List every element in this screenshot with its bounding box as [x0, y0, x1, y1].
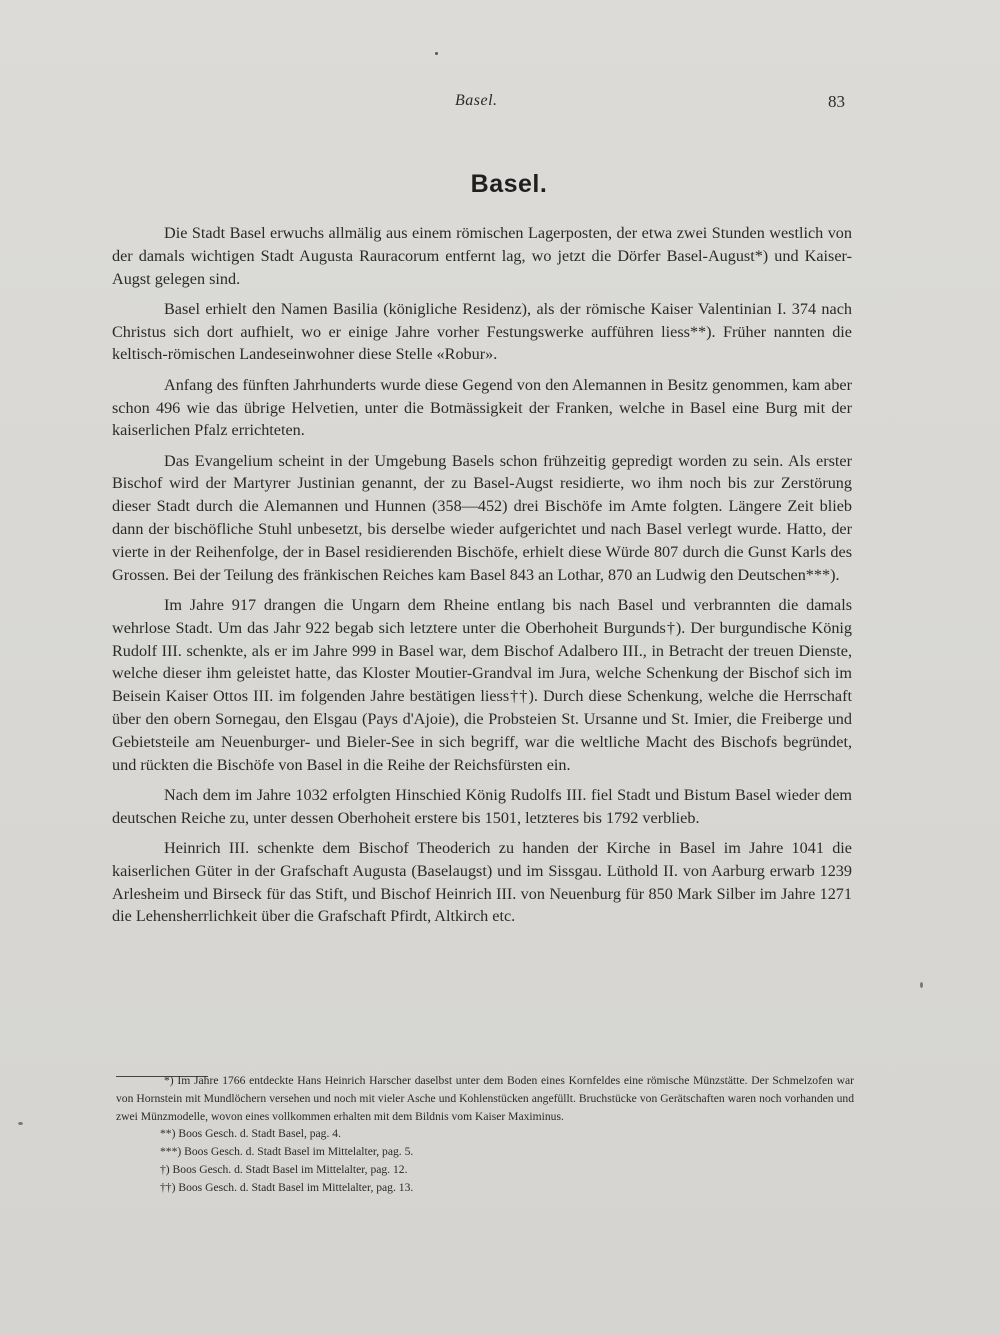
running-head — [0, 92, 1000, 116]
footnote-4: †) Boos Gesch. d. Stadt Basel im Mittelalter, pag. 12. — [160, 1162, 408, 1176]
body-text — [112, 222, 852, 936]
chapter-heading: Basel. — [470, 170, 548, 198]
print-speck — [435, 52, 438, 55]
footnote-1: *) Im Jahre 1766 entdeckte Hans Heinrich Harscher daselbst unter dem Boden eines Kornfeldes eine römische Münzstätte. Der Schmelzofen war von Hornstein mit Mundlöchern versehen und noch mit vieler Asche und Kohlenstücken angefüllt. Bruchstücke von Gerätschaften waren noch vorhanden und zwei Münzmodelle, wovon eines vollkommen erhalten mit dem Bildnis vom Kaiser Maximinus. — [116, 1074, 854, 1123]
paragraph-2: Basel erhielt den Namen Basilia (königliche Residenz), als der römische Kaiser Valentinian I. 374 nach Christus sich dort aufhielt, wo er einige Jahre vorher Festungswerke aufführen liess**). Früher nannten die keltisch-römischen Landeseinwohner diese Stelle «Robur». — [112, 299, 852, 364]
paragraph-7: Heinrich III. schenkte dem Bischof Theoderich zu handen der Kirche in Basel im Jahre 1041 die kaiserlichen Güter in der Grafschaft Augusta (Baselaugst) und im Sissgau. Lüthold II. von Aarburg erwarb 1239 Arlesheim und Birseck für das Stift, und Bischof Heinrich III. von Neuenburg für 850 Mark Silber im Jahre 1271 die Lehensherrlichkeit über die Grafschaft Pfirdt, Altkirch etc. — [112, 838, 852, 926]
footnotes — [116, 1072, 854, 1197]
paragraph-1: Die Stadt Basel erwuchs allmälig aus einem römischen Lagerposten, der etwa zwei Stunden westlich von der damals wichtigen Stadt Augusta Rauracorum entfernt lag, wo jetzt die Dörfer Basel-August*) und Kaiser-Augst gelegen sind. — [112, 224, 852, 288]
margin-speck — [18, 1122, 23, 1125]
paragraph-4: Das Evangelium scheint in der Umgebung Basels schon frühzeitig gepredigt worden zu sein. Als erster Bischof wird der Martyrer Justinian genannt, der zu Basel-Augst residierte, wo ihm noch bis zur Zerstörung dieser Stadt durch die Alemannen und Hunnen (358—452) drei Bischöfe im Amte folgten. Längere Zeit blieb dann der bischöfliche Stuhl unbesetzt, bis derselbe wieder aufgerichtet und nach Basel verlegt wurde. Hatto, der vierte in der Reihenfolge, der in Basel residierenden Bischöfe, erhielt diese Würde 807 durch die Gunst Karls des Grossen. Bei der Teilung des fränkischen Reiches kam Basel 843 an Lothar, 870 an Ludwig den Deutschen***). — [112, 451, 852, 584]
paragraph-3: Anfang des fünften Jahrhunderts wurde diese Gegend von den Alemannen in Besitz genommen, kam aber schon 496 wie das übrige Helvetien, unter die Botmässigkeit der Franken, welche in Basel eine Burg mit der kaiserlichen Pfalz errichteten. — [112, 375, 852, 440]
margin-speck — [920, 982, 923, 988]
paragraph-5: Im Jahre 917 drangen die Ungarn dem Rheine entlang bis nach Basel und verbrannten die damals wehrlose Stadt. Um das Jahr 922 begab sich letztere unter die Oberhoheit Burgunds†). Der burgundische König Rudolf III. schenkte, als er im Jahre 999 in Basel war, dem Bischof Adalbero III., in Betracht der treuen Dienste, welche dieser ihm geleistet hatte, das Kloster Moutier-Grandval im Jura, welche Schenkung der Bischof sich im Beisein Kaiser Ottos III. im folgenden Jahre bestätigen liess††). Durch diese Schenkung, welche die Herrschaft über den obern Sornegau, den Elsgau (Pays d'Ajoie), die Probsteien St. Ursanne und St. Imier, die Freiberge und Gebietsteile am Neuenburger- und Bieler-See in sich begriff, war die weltliche Macht des Bischofs begründet, und rückten die Bischöfe von Basel in die Reihe der Reichsfürsten ein. — [112, 595, 852, 774]
footnote-2: **) Boos Gesch. d. Stadt Basel, pag. 4. — [160, 1127, 341, 1141]
footnote-3: ***) Boos Gesch. d. Stadt Basel im Mittelalter, pag. 5. — [160, 1145, 414, 1159]
running-head-title: Basel. — [455, 92, 498, 109]
footnote-5: ††) Boos Gesch. d. Stadt Basel im Mittelalter, pag. 13. — [160, 1180, 414, 1194]
paragraph-6: Nach dem im Jahre 1032 erfolgten Hinschied König Rudolfs III. fiel Stadt und Bistum Basel wieder dem deutschen Reiche zu, unter dessen Oberhoheit erstere bis 1501, letzteres bis 1792 verblieb. — [112, 785, 852, 827]
page-number: 83 — [828, 92, 845, 111]
